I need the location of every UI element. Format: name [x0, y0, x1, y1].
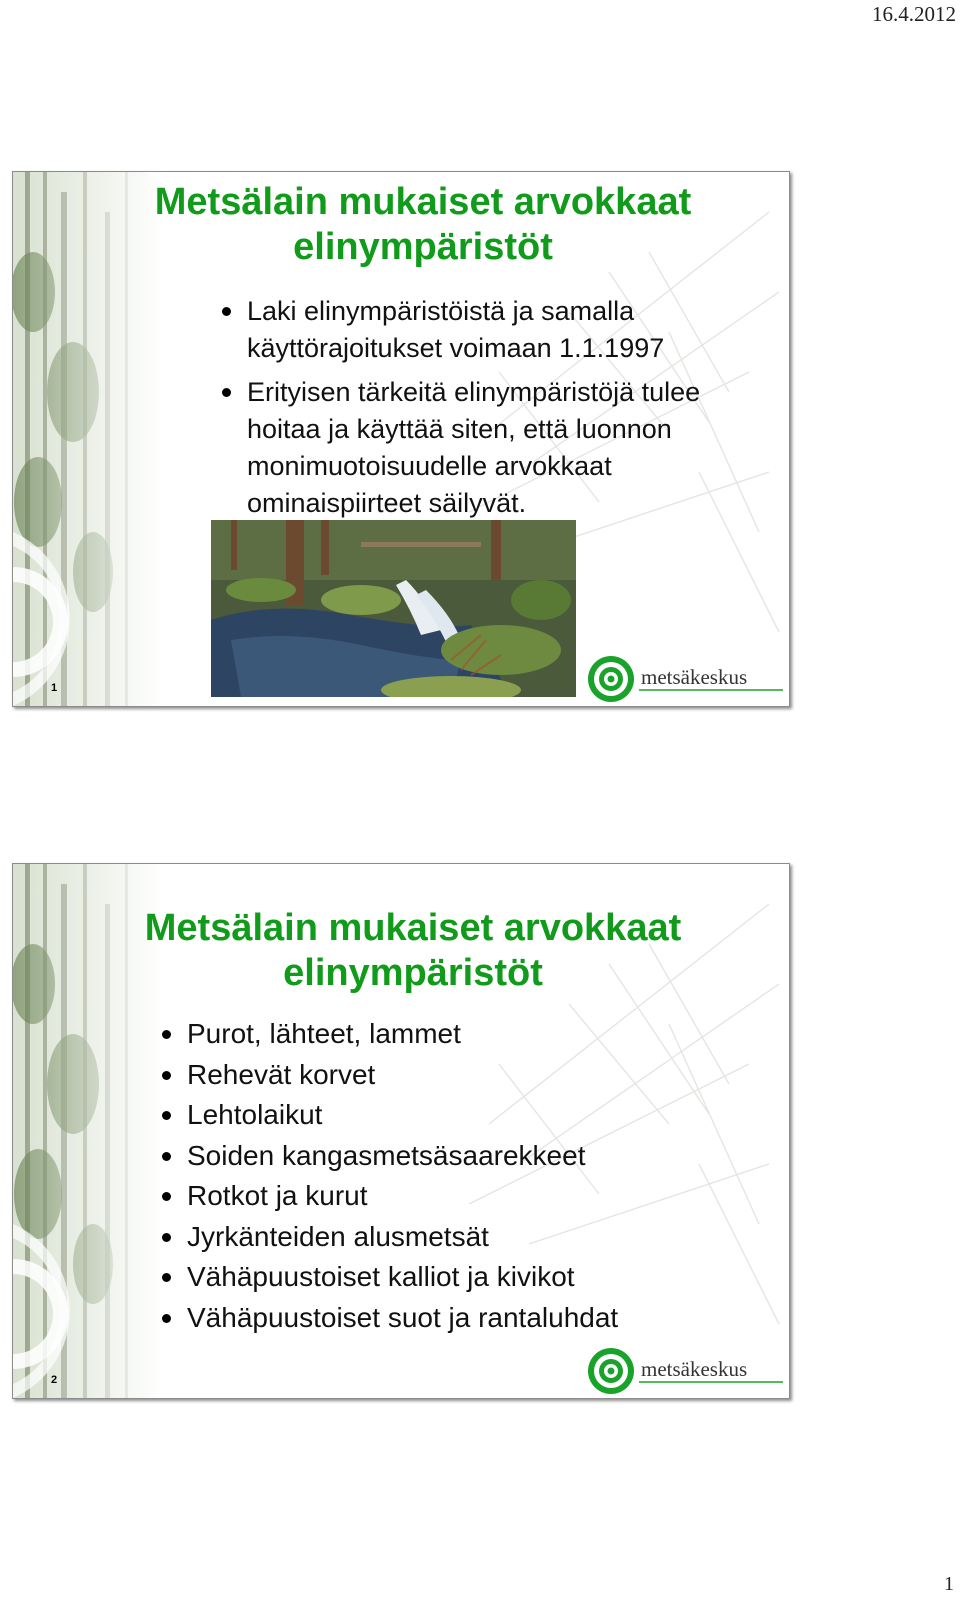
bullet-line: Erityisen tärkeitä elinympäristöjä tulee — [247, 377, 701, 407]
page-date: 16.4.2012 — [872, 2, 956, 26]
list-item: Vähäpuustoiset kalliot ja kivikot — [187, 1257, 747, 1298]
logo-text: metsäkeskus — [641, 1357, 748, 1381]
slide-title-line-1: Metsälain mukaiset arvokkaat — [144, 907, 682, 949]
list-item: Soiden kangasmetsäsaarekkeet — [187, 1136, 747, 1177]
list-item: Jyrkänteiden alusmetsät — [187, 1217, 747, 1258]
slide-title — [25, 906, 790, 996]
slide-number: 1 — [51, 682, 58, 694]
stream-photo — [211, 520, 576, 697]
slide-2 — [12, 863, 790, 1399]
list-item — [247, 374, 777, 522]
logo-text: metsäkeskus — [641, 665, 748, 689]
slide-title-line-2: elinympäristöt — [283, 952, 543, 994]
slide-1 — [12, 171, 790, 707]
bullet-list — [247, 293, 777, 529]
slide-title-line-2: elinympäristöt — [293, 226, 553, 268]
slide-title — [35, 180, 790, 270]
metsakeskus-logo-icon — [585, 1346, 785, 1396]
page-number: 1 — [944, 1573, 954, 1595]
metsakeskus-logo-icon — [585, 654, 785, 704]
metsakeskus-logo — [585, 1346, 785, 1396]
slide-title-line-1: Metsälain mukaiset arvokkaat — [154, 181, 692, 223]
bullet-line: hoitaa ja käyttää siten, että luonnon — [247, 414, 672, 444]
list-item: Lehtolaikut — [187, 1095, 747, 1136]
list-item: Rehevät korvet — [187, 1055, 747, 1096]
bullet-line: ominaispiirteet säilyvät. — [247, 488, 527, 518]
slide-number: 2 — [51, 1374, 58, 1386]
list-item: Purot, lähteet, lammet — [187, 1014, 747, 1055]
bullet-line: Laki elinympäristöistä ja samalla — [247, 296, 635, 326]
metsakeskus-logo — [585, 654, 785, 704]
bullet-line: monimuotoisuudelle arvokkaat — [247, 451, 612, 481]
bullet-list — [187, 1014, 747, 1338]
list-item: Rotkot ja kurut — [187, 1176, 747, 1217]
bullet-line: käyttörajoitukset voimaan 1.1.1997 — [247, 333, 665, 363]
list-item — [247, 293, 777, 367]
list-item: Vähäpuustoiset suot ja rantaluhdat — [187, 1298, 747, 1339]
